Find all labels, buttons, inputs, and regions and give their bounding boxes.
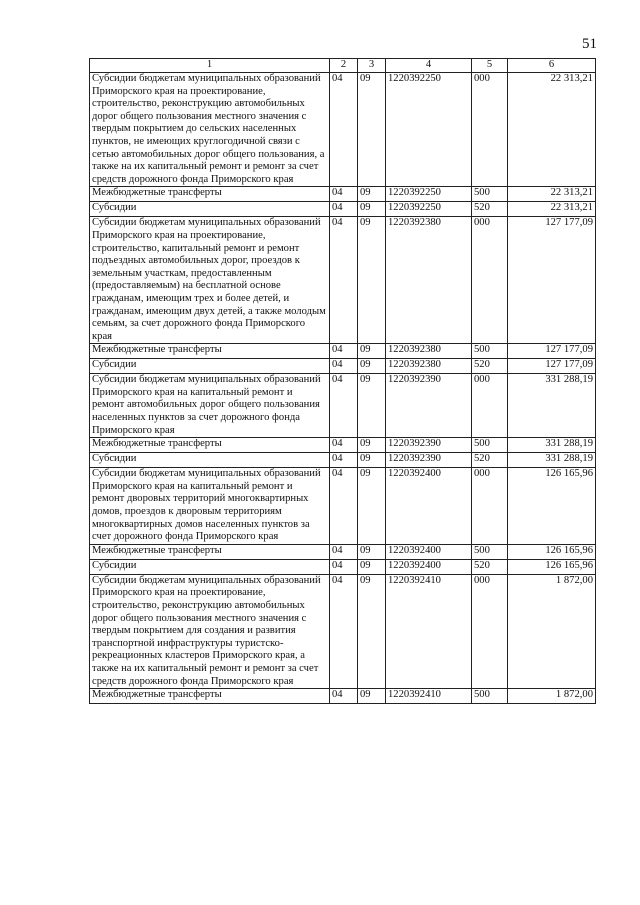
section-code-cell: 04 [330,468,358,545]
subsection-code-cell: 09 [358,544,386,559]
expense-type-cell: 000 [472,468,508,545]
amount-cell: 127 177,09 [508,217,596,344]
target-article-cell: 1220392390 [386,453,472,468]
section-code-cell: 04 [330,453,358,468]
table-row [90,202,596,217]
section-code-cell: 04 [330,73,358,187]
row-name-cell: Межбюджетные трансферты [90,544,330,559]
amount-cell: 22 313,21 [508,187,596,202]
amount-cell: 127 177,09 [508,359,596,374]
table-row [90,73,596,187]
amount-cell: 126 165,96 [508,468,596,545]
row-name-cell: Субсидии бюджетам муниципальных образований Приморского края на проектирование, строительство, реконструкцию автомобильных дорог общего пользования местного значения с твердым покрытием для создания и развития транспортной инфраструктуры туристско-рекреационных кластеров Приморского края, а также на их капитальный ремонт и ремонт за счет средств дорожного фонда Приморского края [90,574,330,688]
table-row [90,374,596,438]
subsection-code-cell: 09 [358,468,386,545]
row-name-cell: Межбюджетные трансферты [90,344,330,359]
row-name-cell: Субсидии [90,359,330,374]
table-header-row [90,59,596,73]
row-name-cell: Субсидии [90,453,330,468]
section-code-cell: 04 [330,438,358,453]
subsection-code-cell: 09 [358,689,386,704]
subsection-code-cell: 09 [358,559,386,574]
column-header: 4 [386,59,472,73]
subsection-code-cell: 09 [358,344,386,359]
table-row [90,689,596,704]
column-header: 3 [358,59,386,73]
expense-type-cell: 000 [472,574,508,688]
section-code-cell: 04 [330,574,358,688]
amount-cell: 331 288,19 [508,438,596,453]
expense-type-cell: 500 [472,544,508,559]
target-article-cell: 1220392400 [386,468,472,545]
amount-cell: 1 872,00 [508,574,596,688]
subsection-code-cell: 09 [358,574,386,688]
subsection-code-cell: 09 [358,374,386,438]
row-name-cell: Межбюджетные трансферты [90,187,330,202]
amount-cell: 127 177,09 [508,344,596,359]
table-row [90,453,596,468]
subsection-code-cell: 09 [358,73,386,187]
table-row [90,574,596,688]
row-name-cell: Субсидии бюджетам муниципальных образований Приморского края на проектирование, строительство, капитальный ремонт и ремонт подъездных автомобильных дорог, проездов к земельным участкам, предоставленным (предоставляемым) на бесплатной основе гражданам, имеющим трех и более детей, и гражданам, имеющим двух детей, а также молодым семьям, за счет дорожного фонда Приморского края [90,217,330,344]
table-row [90,344,596,359]
table-row [90,559,596,574]
section-code-cell: 04 [330,187,358,202]
target-article-cell: 1220392400 [386,559,472,574]
expense-type-cell: 520 [472,359,508,374]
row-name-cell: Субсидии [90,559,330,574]
expense-type-cell: 520 [472,202,508,217]
target-article-cell: 1220392400 [386,544,472,559]
page-number: 51 [582,36,597,52]
amount-cell: 1 872,00 [508,689,596,704]
amount-cell: 22 313,21 [508,73,596,187]
section-code-cell: 04 [330,544,358,559]
target-article-cell: 1220392250 [386,73,472,187]
amount-cell: 126 165,96 [508,544,596,559]
target-article-cell: 1220392410 [386,574,472,688]
amount-cell: 126 165,96 [508,559,596,574]
subsection-code-cell: 09 [358,187,386,202]
expense-type-cell: 000 [472,217,508,344]
expense-type-cell: 500 [472,187,508,202]
expense-type-cell: 520 [472,559,508,574]
table-row [90,438,596,453]
column-header: 2 [330,59,358,73]
target-article-cell: 1220392380 [386,359,472,374]
column-header: 1 [90,59,330,73]
section-code-cell: 04 [330,374,358,438]
expense-type-cell: 500 [472,344,508,359]
target-article-cell: 1220392390 [386,438,472,453]
amount-cell: 331 288,19 [508,453,596,468]
target-article-cell: 1220392380 [386,344,472,359]
row-name-cell: Межбюджетные трансферты [90,689,330,704]
section-code-cell: 04 [330,344,358,359]
amount-cell: 22 313,21 [508,202,596,217]
subsection-code-cell: 09 [358,202,386,217]
table-row [90,217,596,344]
section-code-cell: 04 [330,202,358,217]
section-code-cell: 04 [330,217,358,344]
table-row [90,544,596,559]
column-header: 5 [472,59,508,73]
expense-type-cell: 500 [472,689,508,704]
table-row [90,359,596,374]
target-article-cell: 1220392410 [386,689,472,704]
expense-type-cell: 000 [472,73,508,187]
table-row [90,468,596,545]
subsection-code-cell: 09 [358,453,386,468]
section-code-cell: 04 [330,689,358,704]
expense-type-cell: 000 [472,374,508,438]
budget-table [89,58,596,704]
row-name-cell: Субсидии бюджетам муниципальных образований Приморского края на проектирование, строительство, реконструкцию автомобильных дорог общего пользования местного значения с твердым покрытием до сельских населенных пунктов, не имеющих круглогодичной связи с сетью автомобильных дорог общего пользования, а также на их капитальный ремонт и ремонт за счет средств дорожного фонда Приморского края [90,73,330,187]
target-article-cell: 1220392380 [386,217,472,344]
row-name-cell: Субсидии [90,202,330,217]
target-article-cell: 1220392250 [386,187,472,202]
expense-type-cell: 500 [472,438,508,453]
subsection-code-cell: 09 [358,217,386,344]
row-name-cell: Межбюджетные трансферты [90,438,330,453]
expense-type-cell: 520 [472,453,508,468]
column-header: 6 [508,59,596,73]
target-article-cell: 1220392250 [386,202,472,217]
section-code-cell: 04 [330,559,358,574]
section-code-cell: 04 [330,359,358,374]
row-name-cell: Субсидии бюджетам муниципальных образований Приморского края на капитальный ремонт и ремонт дворовых территорий многоквартирных домов, проездов к дворовым территориям многоквартирных домов населенных пунктов за счет дорожного фонда Приморского края [90,468,330,545]
table-row [90,187,596,202]
subsection-code-cell: 09 [358,359,386,374]
amount-cell: 331 288,19 [508,374,596,438]
row-name-cell: Субсидии бюджетам муниципальных образований Приморского края на капитальный ремонт и ремонт автомобильных дорог общего пользования населенных пунктов за счет дорожного фонда Приморского края [90,374,330,438]
subsection-code-cell: 09 [358,438,386,453]
target-article-cell: 1220392390 [386,374,472,438]
